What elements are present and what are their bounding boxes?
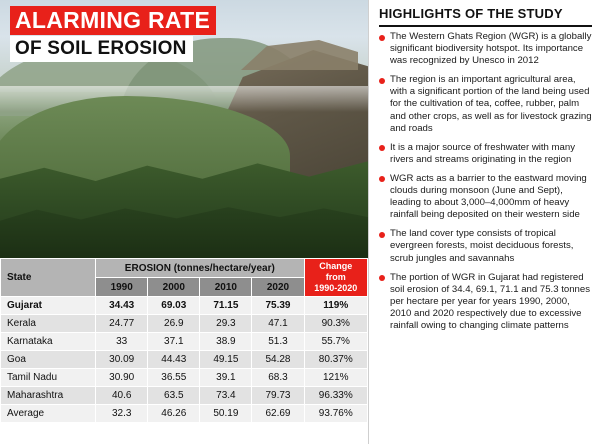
cell-change: 55.7% xyxy=(304,333,367,351)
cell-1990: 30.90 xyxy=(96,369,148,387)
cell-2000: 46.26 xyxy=(148,405,200,423)
cell-1990: 32.3 xyxy=(96,405,148,423)
cell-state: Average xyxy=(1,405,96,423)
cell-2010: 73.4 xyxy=(200,387,252,405)
cell-change: 96.33% xyxy=(304,387,367,405)
table-header-row-1 xyxy=(1,259,368,278)
cell-state: Tamil Nadu xyxy=(1,369,96,387)
cell-2010: 71.15 xyxy=(200,297,252,315)
erosion-table-wrapper xyxy=(0,258,368,444)
list-item: The region is an important agricultural area, with a significant portion of the land being used for the cultivation of tea, coffee, rubber, palm and other crops, as well as for livestock grazing and roads xyxy=(379,74,592,134)
cell-1990: 40.6 xyxy=(96,387,148,405)
table-row xyxy=(1,387,368,405)
table-row xyxy=(1,315,368,333)
cell-2000: 69.03 xyxy=(148,297,200,315)
header-year-1990: 1990 xyxy=(96,278,148,297)
cell-2010: 29.3 xyxy=(200,315,252,333)
cell-change: 90.3% xyxy=(304,315,367,333)
headline-line-2: OF SOIL EROSION xyxy=(10,36,193,62)
highlights-title: HIGHLIGHTS OF THE STUDY xyxy=(379,6,592,27)
cell-2000: 37.1 xyxy=(148,333,200,351)
cell-state: Kerala xyxy=(1,315,96,333)
cell-2000: 26.9 xyxy=(148,315,200,333)
cell-2020: 51.3 xyxy=(252,333,304,351)
header-year-2000: 2000 xyxy=(148,278,200,297)
cell-1990: 34.43 xyxy=(96,297,148,315)
cell-state: Karnataka xyxy=(1,333,96,351)
cell-2000: 44.43 xyxy=(148,351,200,369)
header-change xyxy=(304,259,367,297)
cell-change: 121% xyxy=(304,369,367,387)
cell-2020: 54.28 xyxy=(252,351,304,369)
header-change-line1: Change xyxy=(319,261,353,271)
cell-1990: 33 xyxy=(96,333,148,351)
cell-2020: 68.3 xyxy=(252,369,304,387)
list-item: The portion of WGR in Gujarat had registered soil erosion of 34.4, 69.1, 71.1 and 75.3 tonnes per hectare per year for years 1990, 2000, 2010 and 2020 respectively due to excessive rainfall owing to changing climate patterns xyxy=(379,272,592,332)
table-row xyxy=(1,333,368,351)
list-item: It is a major source of freshwater with many rivers and streams originating in the region xyxy=(379,142,592,166)
highlights-list xyxy=(379,31,592,332)
header-state: State xyxy=(1,259,96,297)
cell-2020: 79.73 xyxy=(252,387,304,405)
table-row xyxy=(1,369,368,387)
header-erosion: EROSION (tonnes/hectare/year) xyxy=(96,259,304,278)
cell-2010: 38.9 xyxy=(200,333,252,351)
cell-2010: 39.1 xyxy=(200,369,252,387)
cell-2010: 49.15 xyxy=(200,351,252,369)
list-item: The land cover type consists of tropical evergreen forests, moist deciduous forests, scrub jungles and savannahs xyxy=(379,228,592,264)
table-row xyxy=(1,297,368,315)
highlights-panel xyxy=(368,0,600,444)
header-change-line2: from xyxy=(325,272,346,282)
cell-2020: 62.69 xyxy=(252,405,304,423)
header-change-line3: 1990-2020 xyxy=(314,283,358,293)
cell-state: Gujarat xyxy=(1,297,96,315)
table-row xyxy=(1,405,368,423)
list-item: The Western Ghats Region (WGR) is a globally significant biodiversity hotspot. Its importance was recognized by Unesco in 2012 xyxy=(379,31,592,67)
cell-2000: 36.55 xyxy=(148,369,200,387)
list-item: WGR acts as a barrier to the eastward moving clouds during monsoon (June and Sept), leading to about 3,000–4,000mm of heavy rainfall being deposited on their western side xyxy=(379,173,592,221)
table-row xyxy=(1,351,368,369)
cell-2020: 47.1 xyxy=(252,315,304,333)
erosion-table xyxy=(0,258,368,423)
header-year-2020: 2020 xyxy=(252,278,304,297)
cell-1990: 24.77 xyxy=(96,315,148,333)
cell-2020: 75.39 xyxy=(252,297,304,315)
cell-state: Goa xyxy=(1,351,96,369)
cell-change: 93.76% xyxy=(304,405,367,423)
cell-2000: 63.5 xyxy=(148,387,200,405)
cell-state: Maharashtra xyxy=(1,387,96,405)
cell-change: 119% xyxy=(304,297,367,315)
headline-line-1: ALARMING RATE xyxy=(10,6,216,35)
cell-2010: 50.19 xyxy=(200,405,252,423)
header-year-2010: 2010 xyxy=(200,278,252,297)
headline xyxy=(10,6,216,62)
cell-change: 80.37% xyxy=(304,351,367,369)
cell-1990: 30.09 xyxy=(96,351,148,369)
